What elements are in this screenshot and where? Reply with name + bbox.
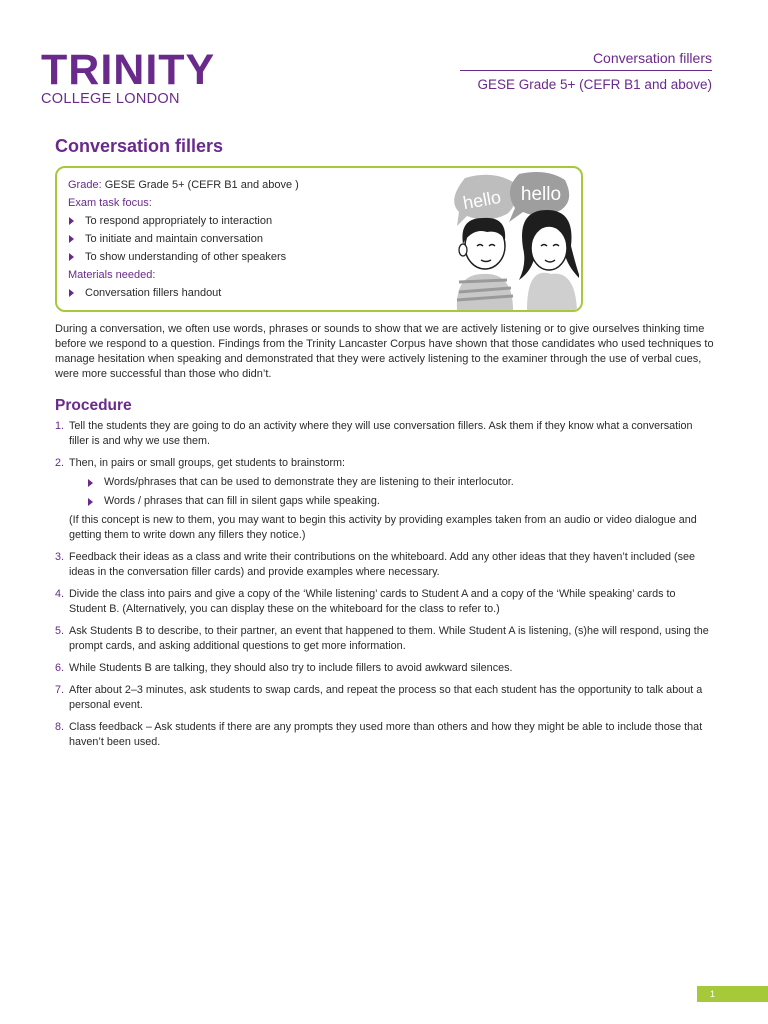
step-number: 3. — [55, 551, 65, 563]
conversation-illustration-icon — [443, 170, 579, 310]
focus-item: To respond appropriately to interaction — [68, 212, 428, 230]
procedure-step — [55, 720, 715, 750]
page-title: Conversation fillers — [55, 136, 224, 156]
bullet-icon — [69, 235, 74, 243]
bubble-text-1: hello — [461, 186, 503, 214]
procedure-step — [55, 456, 715, 543]
procedure-step — [55, 419, 715, 449]
bullet-icon — [69, 289, 74, 297]
step-number: 1. — [55, 420, 65, 432]
procedure-step — [55, 683, 715, 713]
grade-label: Grade: — [68, 179, 102, 191]
procedure-step — [55, 624, 715, 654]
grade-line — [68, 176, 428, 194]
step-number: 2. — [55, 457, 65, 469]
step-text: Feedback their ideas as a class and write their contributions on the whiteboard. Add any other ideas that they haven’t included (see ideas in the conversation filler cards) and provide examples where necessary. — [69, 551, 695, 578]
bubble-text-2: hello — [520, 184, 562, 205]
bullet-icon — [69, 253, 74, 261]
procedure-step — [55, 587, 715, 617]
step-text: While Students B are talking, they should also try to include fillers to avoid awkward silences. — [69, 662, 513, 674]
step-text: Class feedback – Ask students if there are any prompts they used more than others and how they might be able to include those that haven’t been used. — [69, 721, 703, 748]
info-box — [55, 166, 583, 312]
focus-item: To show understanding of other speakers — [68, 248, 428, 266]
grade-value: GESE Grade 5+ (CEFR B1 and above ) — [101, 179, 299, 191]
sub-item: Words / phrases that can fill in silent gaps while speaking. — [87, 494, 715, 509]
step-text: Ask Students B to describe, to their partner, an event that happened to them. While Student A is listening, (s)he will respond, using the prompt cards, and asking additional questions to get more information. — [69, 625, 709, 652]
bullet-icon — [88, 479, 93, 487]
materials-label: Materials needed: — [68, 269, 156, 281]
materials-item: Conversation fillers handout — [68, 284, 428, 302]
header-grade: GESE Grade 5+ (CEFR B1 and above) — [477, 77, 712, 92]
bullet-icon — [88, 498, 93, 506]
step-text: After about 2–3 minutes, ask students to swap cards, and repeat the process so that each student has the opportunity to talk about a personal event. — [69, 684, 703, 711]
trinity-logo — [41, 46, 216, 107]
step-number: 6. — [55, 662, 65, 674]
girl-body-icon — [527, 273, 577, 310]
step-text: Divide the class into pairs and give a copy of the ‘While listening’ cards to Student A and a copy of the ‘While speaking’ cards to Student B. (Alternatively, you can display these on the whiteboard for the class to refer to.) — [69, 588, 676, 615]
info-text — [68, 176, 428, 302]
intro-paragraph: During a conversation, we often use words, phrases or sounds to show that we are actively listening or to give ourselves thinking time before we respond to a question. Findings from the Trinity Lancaster Corpus have shown that those candidates who used techniques to manage hesitation when speaking and demonstrated that they were actively listening to the examiner through the use of verbal cues, were more successful than those who didn’t. — [55, 323, 714, 380]
focus-label: Exam task focus: — [68, 197, 152, 209]
logo-wordmark: TRINITY — [41, 46, 216, 94]
sub-item: Words/phrases that can be used to demonstrate they are listening to their interlocutor. — [87, 475, 715, 490]
step-number: 4. — [55, 588, 65, 600]
page-header — [460, 50, 712, 92]
procedure-step — [55, 550, 715, 580]
page-number: 1 — [697, 986, 768, 1002]
focus-item: To initiate and maintain conversation — [68, 230, 428, 248]
step-number: 5. — [55, 625, 65, 637]
step-note: (If this concept is new to them, you may want to begin this activity by providing examples taken from an audio or video dialogue and getting them to write down any fillers they notice.) — [69, 514, 697, 541]
procedure-step — [55, 661, 715, 676]
bullet-icon — [69, 217, 74, 225]
step-number: 8. — [55, 721, 65, 733]
step-number: 7. — [55, 684, 65, 696]
header-title: Conversation fillers — [460, 50, 712, 71]
procedure-heading: Procedure — [55, 397, 132, 414]
logo-subtitle: COLLEGE LONDON — [41, 91, 180, 107]
procedure-list — [55, 419, 715, 757]
step-text: Then, in pairs or small groups, get students to brainstorm: — [69, 457, 346, 469]
step-text: Tell the students they are going to do an activity where they will use conversation fillers. Ask them if they know what a conversation filler is and why we use them. — [69, 420, 693, 447]
